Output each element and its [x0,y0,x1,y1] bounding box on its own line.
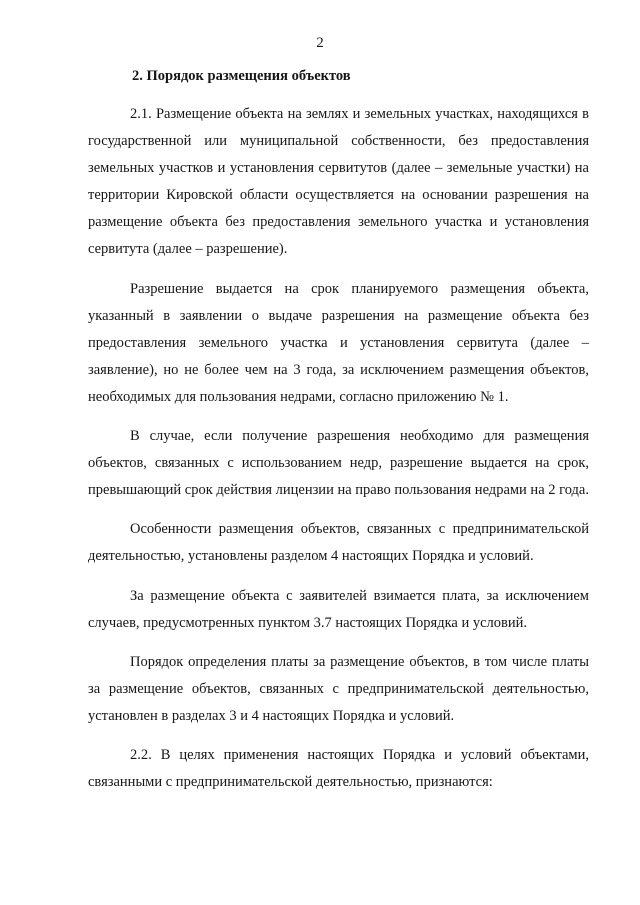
paragraph-subsoil: В случае, если получение разрешения необходимо для размещения объектов, связанных с использованием недр, разрешение выдается на срок, превышающий срок действия лицензии на право пользования недрами на 2 года. [88,428,589,499]
paragraph-fee: За размещение объекта с заявителей взимается плата, за исключением случаев, предусмотренных пунктом 3.7 настоящих Порядка и условий. [88,587,589,631]
document-body [88,101,589,796]
paragraph-2-1: 2.1. Размещение объекта на землях и земельных участках, находящихся в государственной или муниципальной собственности, без предоставления земельных участков и установления сервитутов (далее – земельные участки) на территории Кировской области осуществляется на основании разрешения на размещение объекта без предоставления земельного участка и установления сервитута (далее – разрешение). [88,106,589,258]
page-number: 2 [316,35,324,51]
paragraph-fee-procedure: Порядок определения платы за размещение объектов, в том числе платы за размещение объектов, связанных с предпринимательской деятельностью, установлен в разделах 3 и 4 настоящих Порядка и условий. [88,653,589,724]
section-title: 2. Порядок размещения объектов [132,68,351,84]
paragraph-2-2: 2.2. В целях применения настоящих Порядка и условий объектами, связанными с предпринимательской деятельностью, признаются: [88,746,589,791]
paragraph-business-features: Особенности размещения объектов, связанных с предпринимательской деятельностью, установлены разделом 4 настоящих Порядка и условий. [88,521,589,565]
paragraph-permit-term: Разрешение выдается на срок планируемого размещения объекта, указанный в заявлении о выдаче разрешения на размещение объекта без предоставления земельного участка и установления сервитута (далее – заявление), но не более чем на 3 года, за исключением размещения объектов, необходимых для пользования недрами, согласно приложению № 1. [88,280,589,405]
